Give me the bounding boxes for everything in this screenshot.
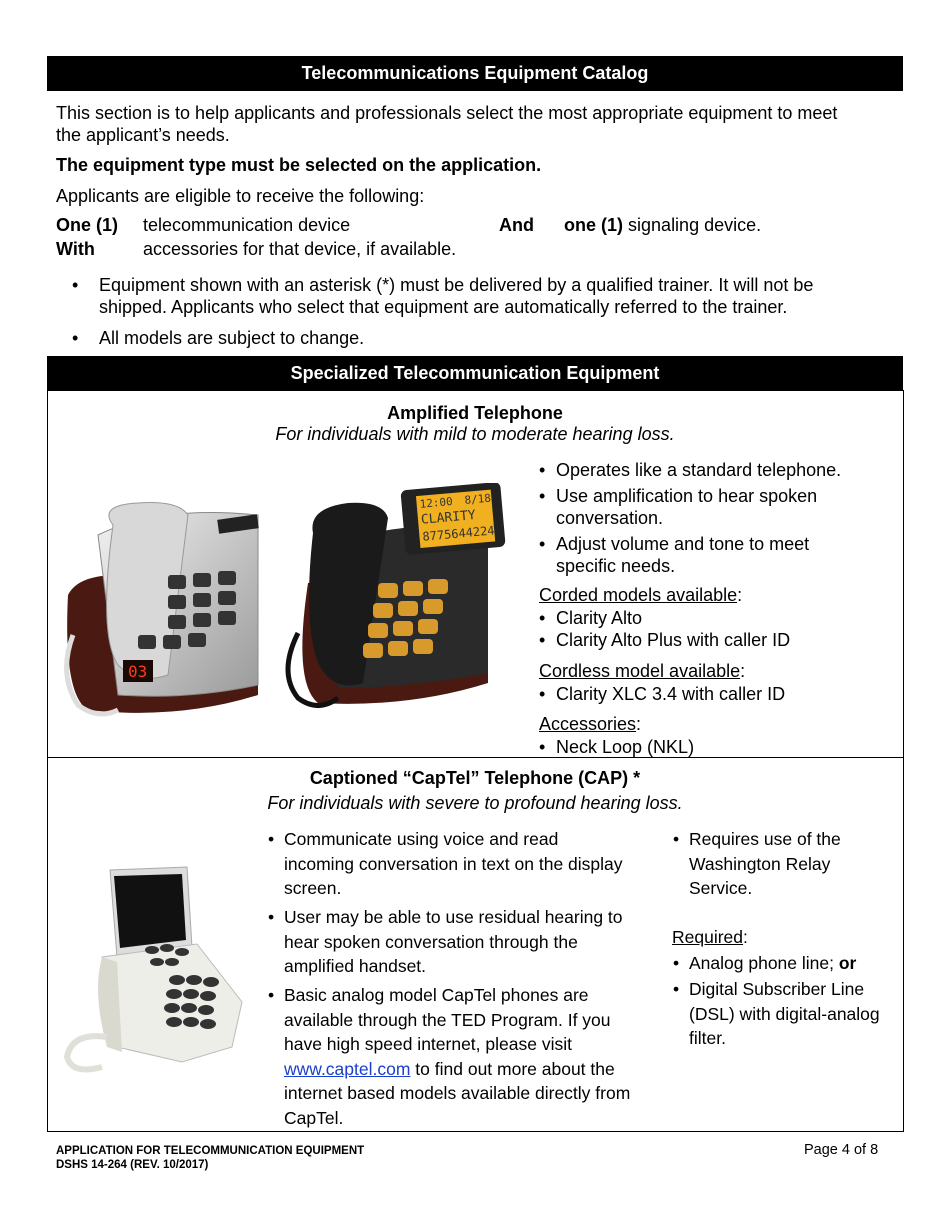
amplified-features-list [539, 459, 889, 577]
bullet-1-line-2: shipped. Applicants who select that equipment are automatically referred to the trainer. [99, 297, 788, 317]
eligibility-text: Applicants are eligible to receive the following: [56, 186, 425, 206]
captel-phone-image [62, 862, 247, 1077]
required-item-2-line-3: filter. [689, 1028, 726, 1048]
corded-item-1: • Clarity Alto [539, 608, 643, 628]
captel-b1-line-2: incoming conversation in text on the display [284, 853, 623, 874]
required-item-1-or: or [838, 953, 857, 973]
captel-bullet-2: • User may be able to use residual hearing to hear spoken conversation through the amplified handset. [268, 905, 658, 977]
feature-item-1: • Operates like a standard telephone. [539, 460, 842, 480]
captel-bullet-1: • Communicate using voice and read incoming conversation in text on the display screen. [268, 827, 658, 899]
corded-item-2: • Clarity Alto Plus with caller ID [539, 630, 791, 650]
amplified-phone-black-image [268, 483, 508, 718]
bullet-1-line-1: Equipment shown with an asterisk (*) must be delivered by a qualified trainer. It will not be [99, 275, 814, 295]
relay-line-1: Requires use of the [689, 829, 841, 849]
signaling-text [564, 214, 761, 236]
captel-b3-line-5: internet based models available directly from [284, 1083, 631, 1103]
captel-b2-line-1: User may be able to use residual hearing to [284, 907, 623, 927]
required-item-2-line-1: Digital Subscriber Line [689, 979, 865, 999]
section-title-bar [47, 356, 903, 391]
feature-3-line-2: specific needs. [556, 556, 676, 576]
phone-display-digits: 03 [128, 662, 148, 681]
intro-paragraph [56, 102, 896, 146]
corded-heading: Corded models available: [539, 585, 743, 605]
relay-line-3: Service. [689, 878, 753, 898]
with-text: accessories for that device, if available. [143, 239, 457, 259]
selection-requirement: The equipment type must be selected on the application. [56, 155, 542, 175]
feature-2-line-2: conversation. [556, 508, 664, 528]
captel-b3-line-4 [284, 1057, 630, 1082]
footer-form-title: APPLICATION FOR TELECOMMUNICATION EQUIPMENT [56, 1145, 365, 1157]
cordless-heading-text: Cordless model available [539, 661, 741, 681]
bullet-2-text: All models are subject to change. [99, 328, 365, 348]
captel-website-link[interactable]: www.captel.com [284, 1058, 411, 1079]
catalog-title-bar [47, 56, 903, 91]
corded-item-2-text: Clarity Alto Plus with caller ID [556, 630, 791, 650]
required-heading-text: Required [672, 927, 744, 947]
captel-b1-line-1: Communicate using voice and read [284, 829, 559, 849]
intro-line-2: the applicant’s needs. [56, 125, 230, 145]
captel-b3-line-6: CapTel. [284, 1107, 344, 1128]
feature-1-text: Operates like a standard telephone. [556, 460, 842, 480]
captel-b3-line-4-rest: to find out more about the [410, 1058, 615, 1079]
captel-b3-line-3: have high speed internet, please visit [284, 1034, 572, 1054]
relay-line-2: Washington Relay [689, 853, 831, 874]
feature-3-line-1: Adjust volume and tone to meet [556, 534, 810, 554]
cordless-item-1: • Clarity XLC 3.4 with caller ID [539, 684, 786, 704]
required-item-1: • Analog phone line; or [673, 953, 857, 973]
captel-b2-line-3: amplified handset. [284, 956, 427, 976]
signaling-count: one (1) [564, 215, 624, 235]
screen-time: 12:00 [419, 494, 454, 511]
amplified-title: Amplified Telephone [387, 403, 563, 423]
intro-line-1: This section is to help applicants and professionals select the most appropriate equipment to meet [56, 103, 838, 123]
captel-subtitle: For individuals with severe to profound hearing loss. [267, 793, 683, 813]
feature-item-3: • Adjust volume and tone to meet specific needs. [539, 534, 810, 576]
accessories-heading: Accessories: [539, 714, 642, 734]
required-heading: Required: [672, 927, 748, 947]
captel-b3-line-2: available through the TED Program. If you [284, 1009, 611, 1030]
captel-relay-bullet: • Requires use of the Washington Relay Service. [673, 827, 898, 899]
intro-bullet-2: • All models are subject to change. [72, 328, 365, 348]
and-label: And [499, 215, 534, 235]
accessory-item-1: • Neck Loop (NKL) [539, 737, 695, 757]
amplified-phone-silver-image [58, 495, 268, 720]
corded-heading-text: Corded models available [539, 585, 738, 605]
with-label: With [56, 239, 95, 259]
footer-page-number: Page 4 of 8 [804, 1142, 879, 1158]
required-item-2: • Digital Subscriber Line (DSL) with digital-analog filter. [673, 977, 898, 1049]
feature-item-2: • Use amplification to hear spoken conversation. [539, 486, 818, 528]
accessory-item-1-text: Neck Loop (NKL) [556, 737, 695, 757]
cordless-item-1-text: Clarity XLC 3.4 with caller ID [556, 684, 786, 704]
one-text: telecommunication device [143, 215, 351, 235]
captel-b2-line-2: hear spoken conversation through the [284, 931, 578, 952]
screen-date: 8/18 [463, 491, 492, 507]
amplified-subtitle: For individuals with mild to moderate hearing loss. [275, 424, 675, 444]
signaling-label: signaling device. [628, 215, 762, 235]
required-item-2-line-2: (DSL) with digital-analog [689, 1003, 880, 1024]
catalog-title: Telecommunications Equipment Catalog [301, 63, 649, 83]
feature-2-line-1: Use amplification to hear spoken [556, 486, 818, 506]
section-title: Specialized Telecommunication Equipment [290, 363, 660, 383]
intro-bullet-1: • Equipment shown with an asterisk (*) must be delivered by a qualified trainer. It will not be shipped. Applicants who select that equipment are automatically referred to the trainer. [72, 275, 814, 317]
required-item-1-text: Analog phone line; [689, 953, 839, 973]
accessories-heading-text: Accessories [539, 714, 637, 734]
captel-bullet-3: • Basic analog model CapTel phones are available through the TED Program. If you have high speed internet, please visit www.captel.com to find out more about the internet based models available directly from CapTel. [268, 983, 658, 1130]
footer-form-number: DSHS 14-264 (REV. 10/2017) [56, 1159, 209, 1171]
captel-b3-line-1: Basic analog model CapTel phones are [284, 985, 589, 1005]
captel-title: Captioned “CapTel” Telephone (CAP) * [309, 768, 641, 788]
corded-item-1-text: Clarity Alto [556, 608, 643, 628]
one-label: One (1) [56, 215, 119, 235]
screen-brand: CLARITY [420, 508, 477, 528]
captel-b1-line-3: screen. [284, 878, 342, 898]
screen-number: 8775644224 [421, 523, 496, 544]
cordless-heading: Cordless model available: [539, 661, 746, 681]
